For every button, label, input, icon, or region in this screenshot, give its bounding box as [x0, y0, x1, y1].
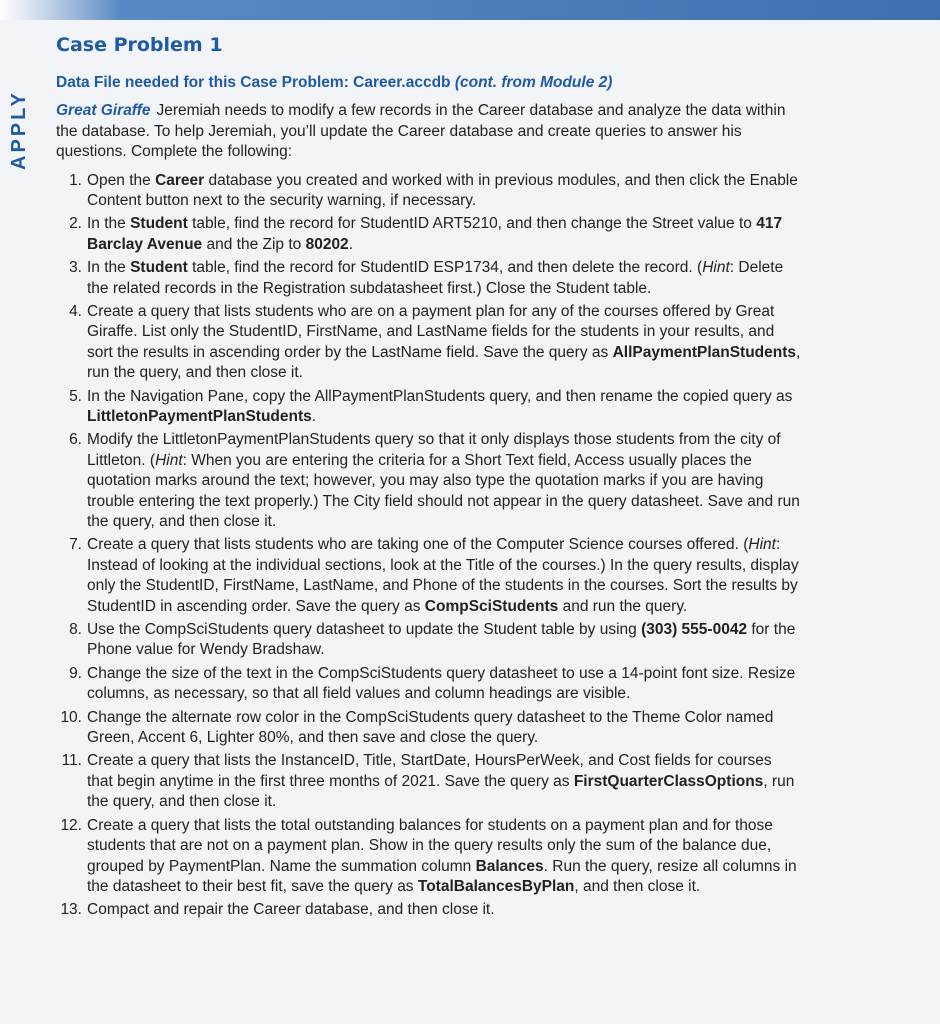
step-item: 13. Compact and repair the Career database, and then close it. — [60, 901, 495, 919]
data-file-label: Data File needed for this Case Problem: Career.accdb — [56, 74, 451, 91]
header-bar — [0, 0, 940, 20]
intro-text: Jeremiah needs to modify a few records in the Career database and analyze the data within the database. To help Jeremiah, you’ll update the Career database and create queries to answer his questions. Complete the following: — [56, 102, 786, 160]
step-item: 9. Change the size of the text in the CompSciStudents query datasheet to use a 14-point font size. Resize columns, as necessary, so that all field values and column headings are visible. — [69, 664, 796, 703]
intro-paragraph — [56, 101, 801, 163]
data-file-line — [56, 74, 801, 92]
case-problem — [56, 34, 801, 924]
step-item: 12. Create a query that lists the total outstanding balances for students on a payment plan and for those students that are not on a payment plan. Show in the query results only the sum of the balance due, grouped by PaymentPlan. Name the summation column Balances. Run the query, resize all columns in the datasheet to their best fit, save the query as TotalBalancesByPlan, and then close it. — [60, 816, 797, 895]
apply-label: APPLY — [8, 90, 30, 170]
step-item: 2. In the Student table, find the record for StudentID ART5210, and then change the Street value to 417 Barclay Avenue and the Zip to 80202. — [69, 215, 783, 253]
data-file-cont: (cont. from Module 2) — [454, 74, 613, 91]
page-title: Case Problem 1 — [56, 34, 223, 56]
step-item: 8. Use the CompSciStudents query datasheet to update the Student table by using (303) 555-0042 for the Phone value for Wendy Bradshaw. — [69, 621, 796, 659]
step-item: 11. Create a query that lists the InstanceID, Title, StartDate, HoursPerWeek, and Cost fields for courses that begin anytime in the first three months of 2021. Save the query as FirstQuarterClassOptions, run the query, and then close it. — [61, 752, 795, 811]
company-name: Great Giraffe — [56, 102, 151, 119]
step-item: 7. Create a query that lists students who are taking one of the Computer Science courses offered. (Hint: Instead of looking at the individual sections, look at the Title of the courses.) In the query results, display only the StudentID, FirstName, LastName, and Phone of the students in the courses. Sort the results by StudentID in ascending order. Save the query as CompSciStudents and run the query. — [69, 536, 799, 615]
step-item: 6. Modify the LittletonPaymentPlanStudents query so that it only displays those students from the city of Littleton. (Hint: When you are entering the criteria for a Short Text field, Access usually places the quotation marks around the text; however, you may also type the quotation marks if you are having trouble entering the text properly.) The City field should not appear in the query datasheet. Save and run the query, and then close it. — [69, 431, 800, 530]
side-band — [0, 20, 46, 1024]
step-item: 5. In the Navigation Pane, copy the AllPaymentPlanStudents query, and then rename the copied query as LittletonPaymentPlanStudents. — [69, 387, 793, 425]
step-item: 10. Change the alternate row color in the CompSciStudents query datasheet to the Theme Color named Green, Accent 6, Lighter 80%, and then save and close the query. — [60, 708, 774, 747]
step-item: 1. Open the Career database you created and worked with in previous modules, and then click the Enable Content button next to the security warning, if necessary. — [69, 171, 798, 209]
step-item: 3. In the Student table, find the record for StudentID ESP1734, and then delete the record. (Hint: Delete the related records in the Registration subdatasheet first.) Close the Student table. — [69, 259, 784, 297]
step-item: 4. Create a query that lists students who are on a payment plan for any of the courses offered by Great Giraffe. List only the StudentID, FirstName, and LastName fields for the students in your results, and sort the results in ascending order by the LastName field. Save the query as AllPaymentPlanStudents, run the query, and then close it. — [69, 302, 801, 382]
steps-list — [56, 171, 801, 921]
